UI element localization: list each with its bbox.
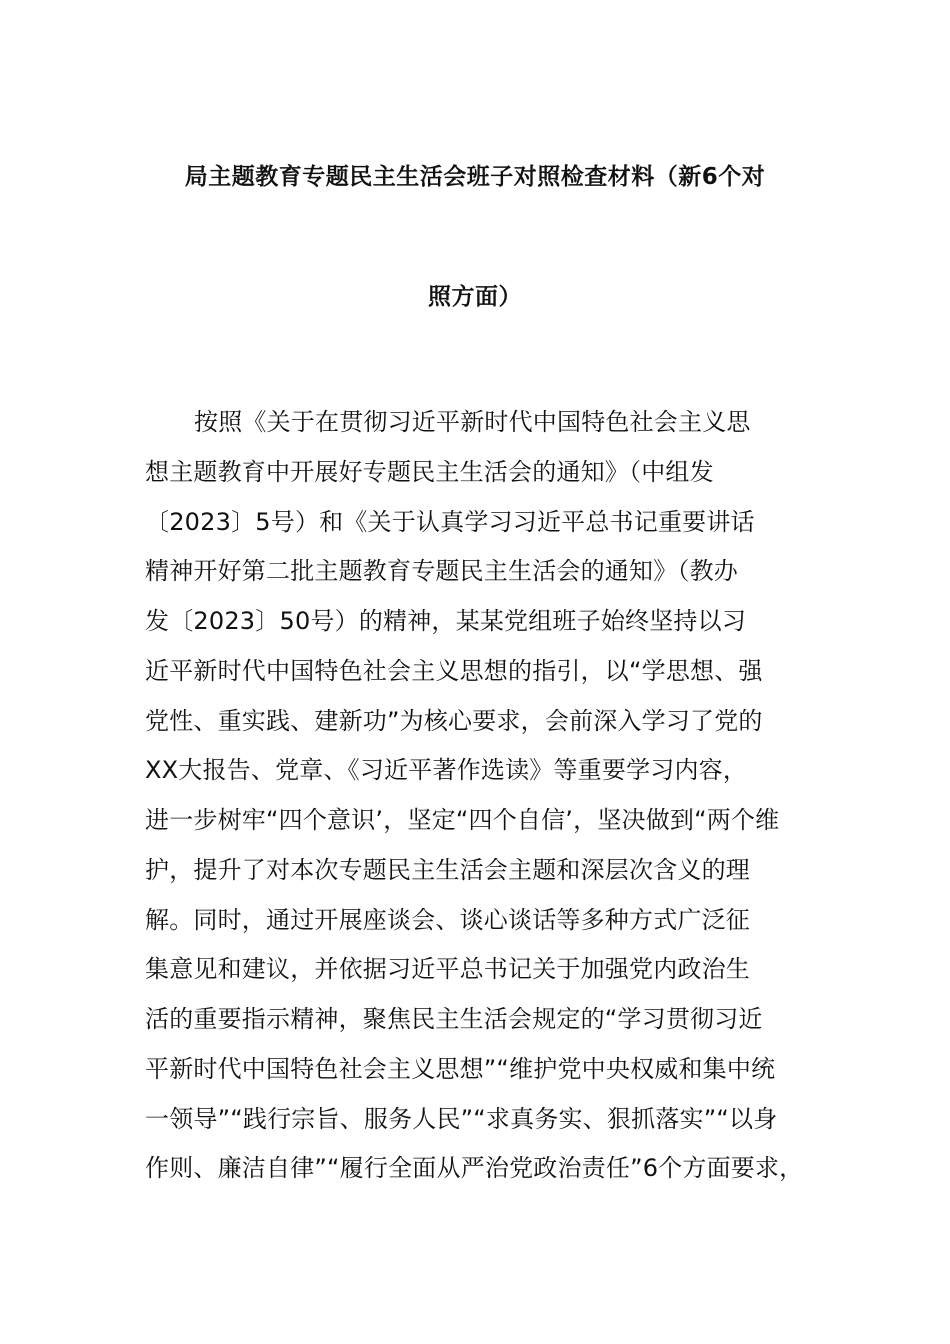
paragraph-line: 护，提升了对本次专题民主生活会主题和深层次含义的理: [145, 855, 750, 884]
paragraph-line: 作则、廉洁自律”“履行全面从严治党政治责任”6个方面要求，: [145, 1154, 804, 1183]
body-paragraph: [145, 402, 810, 1198]
paragraph-line: 近平新时代中国特色社会主义思想的指引，以“学思想、强: [145, 656, 763, 685]
document-title-line-1: 局主题教育专题民主生活会班子对照检查材料（新6个对: [184, 164, 766, 190]
paragraph-line: 进一步树牢“四个意识’，坚定“四个自信’，坚决做到“两个维: [145, 806, 780, 834]
paragraph-line: 〔2023〕5号）和《关于认真学习习近平总书记重要讲话: [145, 507, 755, 536]
paragraph-line: 解。同时，通过开展座谈会、谈心谈话等多种方式广泛征: [145, 905, 750, 934]
paragraph-line: 想主题教育中开展好专题民主生活会的通知》（中组发: [145, 457, 714, 486]
paragraph-line: 按照《关于在贯彻习近平新时代中国特色社会主义思: [194, 408, 751, 436]
paragraph-line: 发〔2023〕50号）的精神，某某党组班子始终坚持以习: [145, 607, 747, 635]
paragraph-line: 平新时代中国特色社会主义思想”“维护党中央权威和集中统: [145, 1054, 776, 1083]
paragraph-line: 一领导”“践行宗旨、服务人民”“求真务实、狠抓落实”“以身: [145, 1104, 778, 1133]
paragraph-line: 活的重要指示精神，聚焦民主生活会规定的“学习贯彻习近: [145, 1005, 763, 1033]
paragraph-line: 精神开好第二批主题教育专题民主生活会的通知》（教办: [145, 557, 738, 586]
document-title-line-2: 照方面）: [428, 284, 522, 310]
paragraph-line: XX大报告、党章、《习近平著作选读》等重要学习内容，: [145, 756, 748, 785]
paragraph-line: 集意见和建议，并依据习近平总书记关于加强党内政治生: [145, 955, 750, 984]
paragraph-line: 党性、重实践、建新功”为核心要求，会前深入学习了党的: [145, 706, 763, 735]
